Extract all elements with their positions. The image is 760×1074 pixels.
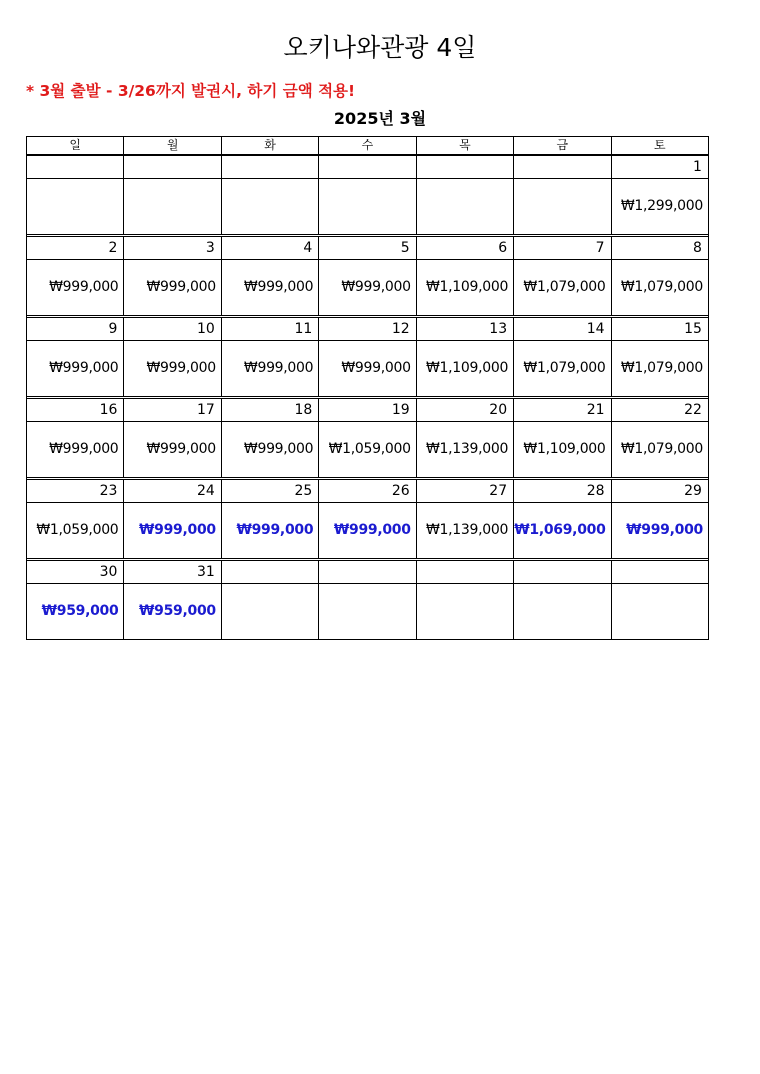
price — [222, 179, 319, 234]
day-number: 11 — [222, 318, 319, 340]
day-number — [514, 156, 611, 178]
date-row — [27, 318, 708, 341]
day-number: 4 — [222, 237, 319, 259]
price-highlight: ₩999,000 — [319, 503, 416, 558]
price: ₩1,109,000 — [417, 260, 514, 315]
price: ₩1,299,000 — [620, 198, 703, 214]
price: ₩999,000 — [27, 260, 124, 315]
day-number: 7 — [514, 237, 611, 259]
calendar-week — [27, 561, 708, 639]
price-highlight: ₩999,000 — [222, 503, 319, 558]
day-number: 12 — [319, 318, 416, 340]
day-number: 22 — [684, 402, 702, 418]
price — [417, 584, 514, 639]
price: ₩1,079,000 — [620, 360, 703, 376]
price-row — [27, 260, 708, 315]
day-number — [319, 156, 416, 178]
day-number: 29 — [684, 483, 702, 499]
price: ₩999,000 — [222, 422, 319, 477]
price: ₩999,000 — [124, 260, 221, 315]
day-number: 6 — [417, 237, 514, 259]
day-number: 19 — [319, 399, 416, 421]
price: ₩1,079,000 — [514, 260, 611, 315]
day-number — [417, 561, 514, 583]
weekday-thu: 목 — [417, 137, 514, 154]
day-number: 8 — [693, 240, 702, 256]
price — [222, 584, 319, 639]
price: ₩1,139,000 — [417, 422, 514, 477]
price-highlight: ₩1,069,000 — [514, 503, 611, 558]
price — [319, 179, 416, 234]
weekday-fri: 금 — [514, 137, 611, 154]
day-number: 10 — [124, 318, 221, 340]
price: ₩1,079,000 — [620, 441, 703, 457]
day-number: 18 — [222, 399, 319, 421]
date-row — [27, 399, 708, 422]
day-number — [222, 156, 319, 178]
price-highlight: ₩999,000 — [124, 503, 221, 558]
day-number: 2 — [27, 237, 124, 259]
price: ₩1,059,000 — [319, 422, 416, 477]
day-number: 5 — [319, 237, 416, 259]
booking-notice: * 3월 출발 - 3/26까지 발권시, 하기 금액 적용! — [26, 82, 356, 100]
calendar-weeks — [27, 156, 708, 639]
price — [27, 179, 124, 234]
price: ₩999,000 — [124, 341, 221, 396]
price-row — [27, 341, 708, 396]
day-number — [612, 561, 708, 583]
weekday-mon: 월 — [124, 137, 221, 154]
price — [514, 179, 611, 234]
day-number: 14 — [514, 318, 611, 340]
price: ₩1,109,000 — [514, 422, 611, 477]
weekday-sat: 토 — [653, 138, 666, 152]
weekday-header — [27, 137, 708, 156]
date-row — [27, 480, 708, 503]
date-row — [27, 156, 708, 179]
day-number: 3 — [124, 237, 221, 259]
price-row — [27, 179, 708, 234]
day-number — [222, 561, 319, 583]
price-highlight: ₩999,000 — [626, 522, 703, 538]
price: ₩1,059,000 — [27, 503, 124, 558]
day-number: 30 — [27, 561, 124, 583]
day-number: 31 — [124, 561, 221, 583]
price: ₩999,000 — [27, 341, 124, 396]
price — [612, 584, 708, 639]
day-number — [27, 156, 124, 178]
day-number: 27 — [417, 480, 514, 502]
day-number: 26 — [319, 480, 416, 502]
price: ₩999,000 — [27, 422, 124, 477]
price-row — [27, 503, 708, 558]
day-number: 20 — [417, 399, 514, 421]
day-number: 16 — [27, 399, 124, 421]
calendar-week — [27, 399, 708, 480]
day-number: 1 — [693, 159, 702, 175]
price-calendar — [26, 136, 709, 640]
day-number — [417, 156, 514, 178]
day-number: 21 — [514, 399, 611, 421]
day-number: 28 — [514, 480, 611, 502]
day-number — [319, 561, 416, 583]
day-number — [124, 156, 221, 178]
price-row — [27, 422, 708, 477]
price: ₩1,079,000 — [620, 279, 703, 295]
price-highlight: ₩959,000 — [27, 584, 124, 639]
price — [417, 179, 514, 234]
calendar-week — [27, 237, 708, 318]
price: ₩999,000 — [319, 260, 416, 315]
price — [514, 584, 611, 639]
calendar-week — [27, 480, 708, 561]
day-number: 25 — [222, 480, 319, 502]
price: ₩999,000 — [222, 260, 319, 315]
price — [124, 179, 221, 234]
page-title: 오키나와관광 4일 — [283, 33, 477, 62]
weekday-tue: 화 — [222, 137, 319, 154]
day-number: 24 — [124, 480, 221, 502]
day-number: 23 — [27, 480, 124, 502]
day-number: 9 — [27, 318, 124, 340]
day-number: 15 — [684, 321, 702, 337]
price: ₩999,000 — [222, 341, 319, 396]
weekday-wed: 수 — [319, 137, 416, 154]
price-highlight: ₩959,000 — [124, 584, 221, 639]
day-number: 17 — [124, 399, 221, 421]
price-row — [27, 584, 708, 639]
price: ₩1,109,000 — [417, 341, 514, 396]
date-row — [27, 561, 708, 584]
price: ₩999,000 — [319, 341, 416, 396]
calendar-week — [27, 156, 708, 237]
price — [319, 584, 416, 639]
month-label: 2025년 3월 — [333, 109, 427, 128]
weekday-sun: 일 — [27, 137, 124, 154]
price: ₩999,000 — [124, 422, 221, 477]
date-row — [27, 237, 708, 260]
day-number — [514, 561, 611, 583]
price: ₩1,139,000 — [417, 503, 514, 558]
day-number: 13 — [417, 318, 514, 340]
price: ₩1,079,000 — [514, 341, 611, 396]
calendar-week — [27, 318, 708, 399]
